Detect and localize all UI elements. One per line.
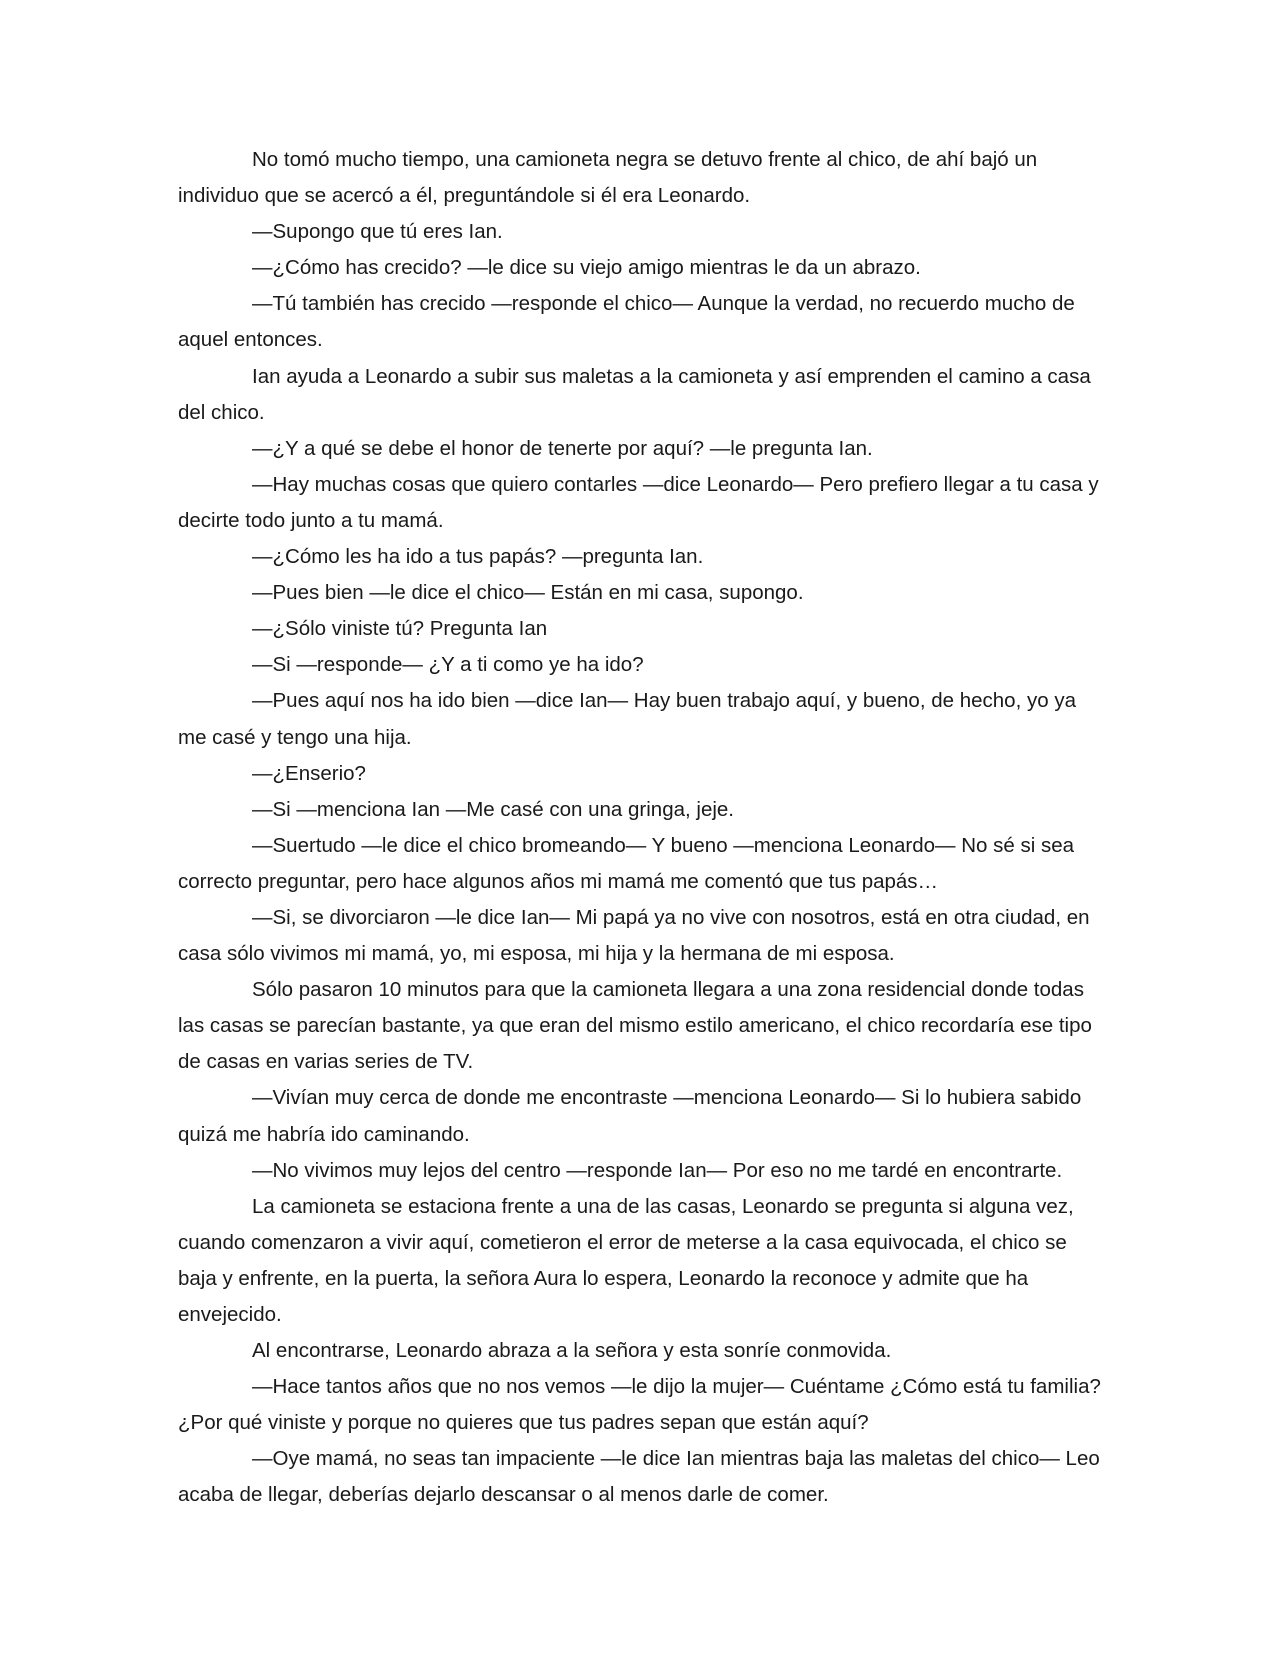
paragraph: —¿Sólo viniste tú? Pregunta Ian (252, 617, 548, 641)
paragraph: Ian ayuda a Leonardo a subir sus maletas a la camioneta y así emprenden el camino a casa del chico. (178, 364, 1091, 424)
paragraph: —¿Cómo has crecido? —le dice su viejo amigo mientras le da un abrazo. (252, 256, 921, 280)
paragraph: —Supongo que tú eres Ian. (252, 220, 503, 244)
paragraph: —Vivían muy cerca de donde me encontraste —menciona Leonardo— Si lo hubiera sabido quizá me habría ido caminando. (178, 1086, 1082, 1146)
paragraph: —Si —menciona Ian —Me casé con una gringa, jeje. (252, 797, 735, 821)
document-body (178, 142, 1108, 1514)
paragraph: No tomó mucho tiempo, una camioneta negra se detuvo frente al chico, de ahí bajó un individuo que se acercó a él, preguntándole si él era Leonardo. (178, 148, 1038, 208)
paragraph: —¿Cómo les ha ido a tus papás? —pregunta Ian. (252, 545, 704, 569)
paragraph: —¿Y a qué se debe el honor de tenerte por aquí? —le pregunta Ian. (252, 436, 873, 460)
paragraph: —Hace tantos años que no nos vemos —le dijo la mujer— Cuéntame ¿Cómo está tu familia? ¿Por qué viniste y porque no quieres que tus padres sepan que están aquí? (178, 1375, 1101, 1435)
paragraph: Sólo pasaron 10 minutos para que la camioneta llegara a una zona residencial donde todas las casas se parecían bastante, ya que eran del mismo estilo americano, el chico recordaría ese tipo de casas en varias series de TV. (178, 978, 1092, 1074)
paragraph: —Si —responde— ¿Y a ti como ye ha ido? (252, 653, 644, 677)
paragraph: —No vivimos muy lejos del centro —responde Ian— Por eso no me tardé en encontrarte. (252, 1158, 1063, 1182)
paragraph: —Pues aquí nos ha ido bien —dice Ian— Hay buen trabajo aquí, y bueno, de hecho, yo ya me casé y tengo una hija. (178, 689, 1076, 749)
paragraph: —Hay muchas cosas que quiero contarles —dice Leonardo— Pero prefiero llegar a tu casa y decirte todo junto a tu mamá. (178, 472, 1099, 532)
paragraph: —Tú también has crecido —responde el chico— Aunque la verdad, no recuerdo mucho de aquel entonces. (178, 292, 1075, 352)
paragraph: —Pues bien —le dice el chico— Están en mi casa, supongo. (252, 581, 804, 605)
paragraph: La camioneta se estaciona frente a una de las casas, Leonardo se pregunta si alguna vez, cuando comenzaron a vivir aquí, cometieron el error de meterse a la casa equivocada, el chico se baja y enfrente, en la puerta, la señora Aura lo espera, Leonardo la reconoce y admite que ha envejecido. (178, 1194, 1074, 1326)
paragraph: —Oye mamá, no seas tan impaciente —le dice Ian mientras baja las maletas del chico— Leo acaba de llegar, deberías dejarlo descansar o al menos darle de comer. (178, 1447, 1100, 1507)
paragraph: Al encontrarse, Leonardo abraza a la señora y esta sonríe conmovida. (252, 1339, 892, 1363)
paragraph: —¿Enserio? (252, 761, 366, 785)
paragraph: —Suertudo —le dice el chico bromeando— Y bueno —menciona Leonardo— No sé si sea correcto preguntar, pero hace algunos años mi mamá me comentó que tus papás… (178, 833, 1075, 893)
paragraph: —Si, se divorciaron —le dice Ian— Mi papá ya no vive con nosotros, está en otra ciudad, en casa sólo vivimos mi mamá, yo, mi esposa, mi hija y la hermana de mi esposa. (178, 905, 1090, 966)
